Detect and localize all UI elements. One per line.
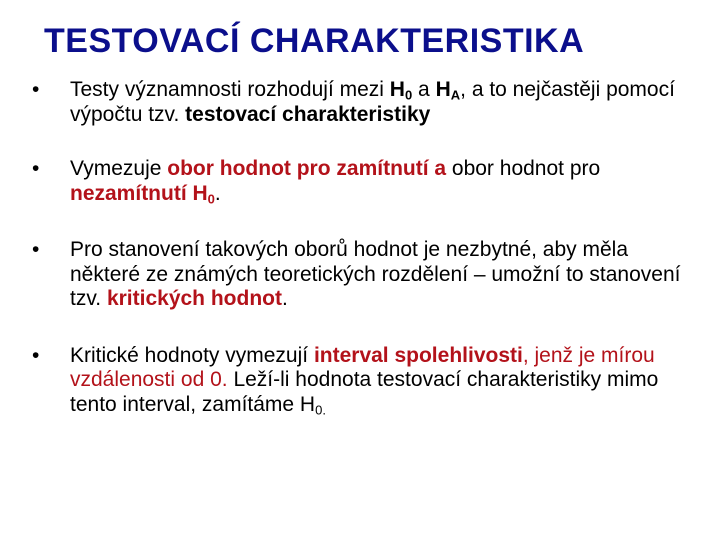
bullet-glyph: •: [32, 78, 40, 101]
bullet-glyph: •: [32, 157, 40, 180]
emphasis-text: , jenž je mírou vzdálenosti od 0.: [70, 343, 655, 391]
bullet-item: • Pro stanovení takových oborů hodnot je nezbytné, aby měla některé ze známých teoretických rozdělení – umožní to stanovení tzv. kritických hodnot.: [32, 238, 681, 310]
bullet-item: • Kritické hodnoty vymezují interval spolehlivosti, jenž je mírou vzdálenosti od 0. Leží-li hodnota testovací charakteristiky mimo tento interval, zamítáme $H_{0.}$: [32, 343, 659, 417]
bullet-list: [32, 78, 692, 417]
emphasis-text: interval spolehlivosti: [313, 343, 523, 367]
emphasis-text: obor hodnot pro zamítnutí a: [167, 157, 447, 180]
bullet-text: Testy významnosti rozhodují mezi: [70, 78, 390, 101]
hypothesis-h0: $H_0$: [389, 78, 413, 103]
bullet-item: • Vymezuje obor hodnot pro zamítnutí a obor hodnot pro nezamítnutí $H_0$.: [32, 157, 601, 206]
emphasis-text: nezamítnutí $H_0$: [70, 181, 215, 206]
bullet-item: • Testy významnosti rozhodují mezi $H_0$ a $H_A$, a to nejčastěji pomocí výpočtu tzv. testovací charakteristiky: [32, 78, 675, 126]
bullet-glyph: •: [32, 238, 40, 261]
emphasis-text: testovací charakteristiky: [185, 102, 431, 126]
hypothesis-ha: $H_A$: [435, 78, 461, 103]
bullet-glyph: •: [32, 343, 40, 367]
emphasis-text: kritických hodnot: [106, 287, 282, 310]
slide-title: TESTOVACÍ CHARAKTERISTIKA: [44, 22, 585, 60]
